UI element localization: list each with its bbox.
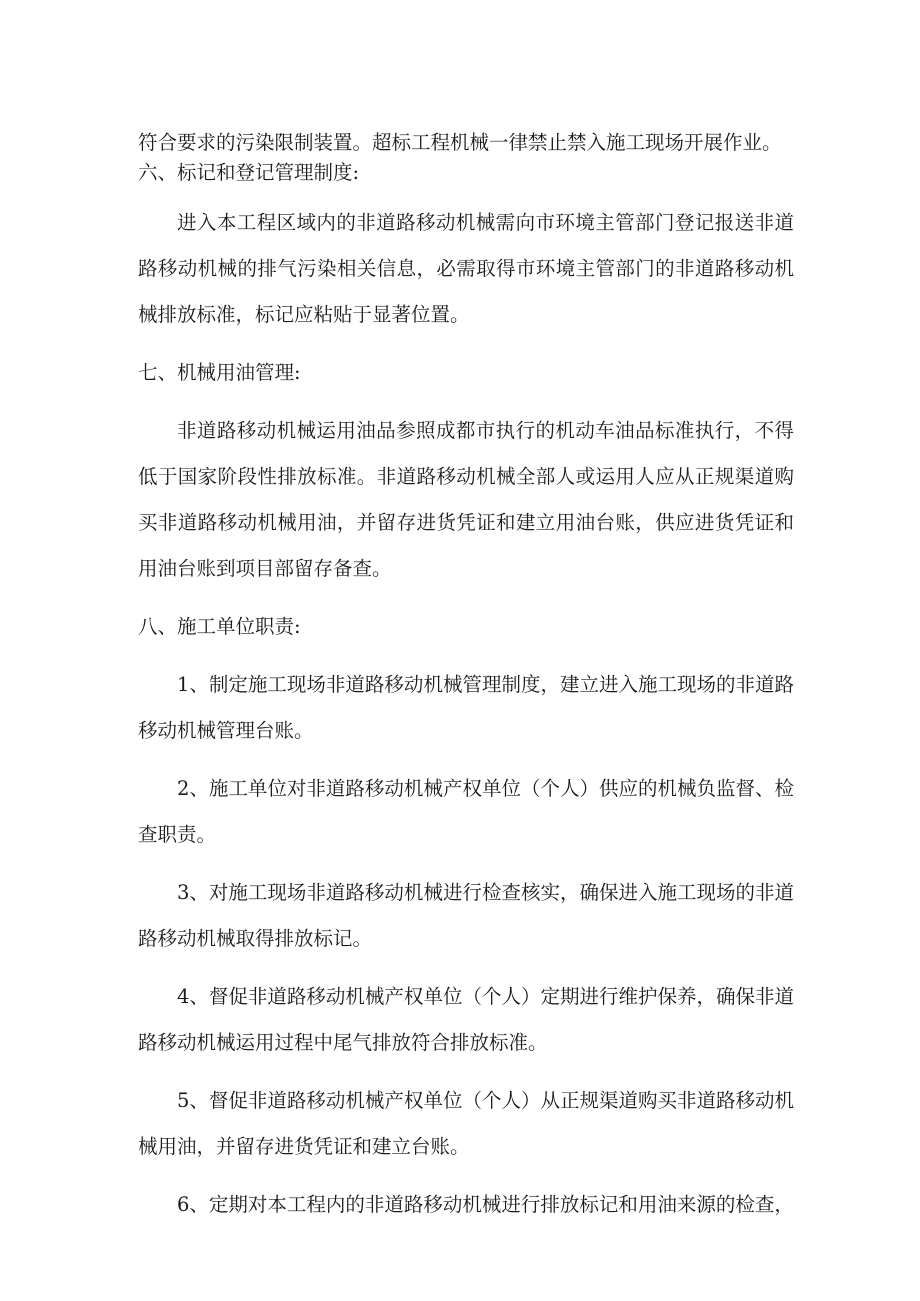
list-item-4: 4、督促非道路移动机械产权单位（个人）定期进行维护保养，确保非道路移动机械运用过程中尾气排放符合排放标准。 bbox=[138, 985, 794, 1054]
section-heading-7: 七、机械用油管理: bbox=[138, 361, 301, 384]
paragraph-continuation: 符合要求的污染限制装置。超标工程机械一律禁止禁入施工现场开展作业。 bbox=[138, 131, 782, 154]
list-item-2: 2、施工单位对非道路移动机械产权单位（个人）供应的机械负监督、检查职责。 bbox=[138, 777, 794, 846]
section-heading-8: 八、施工单位职责: bbox=[138, 615, 301, 638]
list-item-1: 1、制定施工现场非道路移动机械管理制度，建立进入施工现场的非道路移动机械管理台账。 bbox=[138, 673, 794, 742]
paragraph-section-6: 进入本工程区域内的非道路移动机械需向市环境主管部门登记报送非道路移动机械的排气污染相关信息，必需取得市环境主管部门的非道路移动机械排放标准，标记应粘贴于显著位置。 bbox=[138, 211, 794, 326]
document-body bbox=[138, 128, 794, 1228]
section-heading-6: 六、标记和登记管理制度: bbox=[138, 161, 360, 184]
paragraph-section-7: 非道路移动机械运用油品参照成都市执行的机动车油品标准执行，不得低于国家阶段性排放标准。非道路移动机械全部人或运用人应从正规渠道购买非道路移动机械用油，并留存进货凭证和建立用油台账，供应进货凭证和用油台账到项目部留存备查。 bbox=[138, 419, 794, 580]
list-item-5: 5、督促非道路移动机械产权单位（个人）从正规渠道购买非道路移动机械用油，并留存进货凭证和建立台账。 bbox=[138, 1089, 794, 1158]
list-item-3: 3、对施工现场非道路移动机械进行检查核实，确保进入施工现场的非道路移动机械取得排放标记。 bbox=[138, 881, 794, 950]
list-item-6: 6、定期对本工程内的非道路移动机械进行排放标记和用油来源的检查， bbox=[177, 1193, 794, 1216]
